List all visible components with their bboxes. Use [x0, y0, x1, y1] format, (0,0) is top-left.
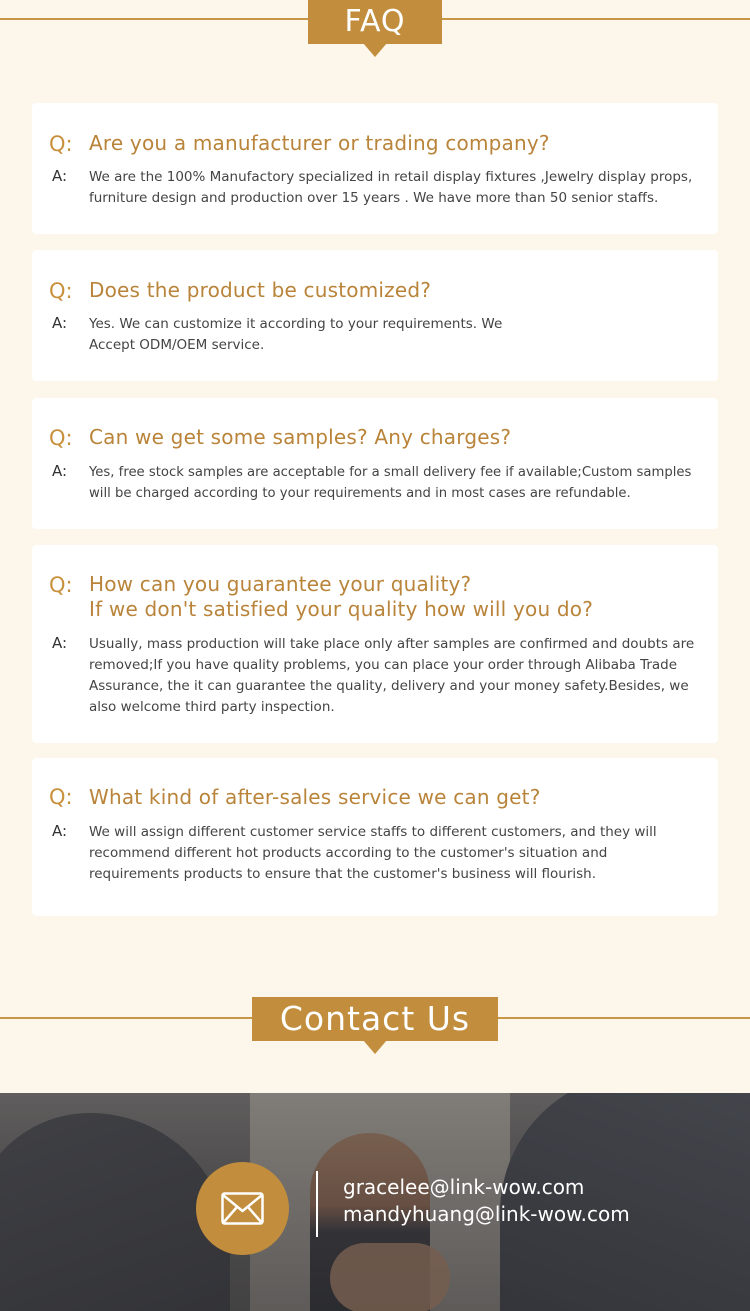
email-link-1[interactable]: gracelee@link-wow.com	[343, 1175, 585, 1199]
faq-question-1: Are you a manufacturer or trading company?	[89, 131, 550, 155]
a-label: A:	[52, 314, 68, 332]
email-link-2[interactable]: mandyhuang@link-wow.com	[343, 1202, 630, 1226]
faq-card-2	[32, 250, 718, 381]
q-label: Q:	[49, 785, 73, 809]
faq-question-4	[89, 572, 708, 622]
contact-header	[0, 997, 750, 1057]
q-label: Q:	[49, 573, 73, 597]
faq-question-4-line2: If we don't satisfied your quality how will you do?	[89, 597, 594, 621]
faq-header	[0, 0, 750, 60]
envelope-icon-circle	[196, 1162, 289, 1255]
faq-answer-2: Yes. We can customize it according to your requirements. We Accept ODM/OEM service.	[89, 316, 503, 353]
envelope-icon	[221, 1192, 264, 1225]
faq-card-1	[32, 103, 718, 234]
faq-question-2: Does the product be customized?	[89, 278, 432, 302]
q-label: Q:	[49, 279, 73, 303]
faq-answer-3: Yes, free stock samples are acceptable for a small delivery fee if available;Custom samples will be charged according to your requirements and in most cases are refundable.	[89, 465, 692, 501]
contact-title: Contact Us	[252, 997, 498, 1041]
faq-card-3	[32, 398, 718, 529]
faq-question-3: Can we get some samples? Any charges?	[89, 425, 512, 449]
faq-question-5: What kind of after-sales service we can get?	[89, 785, 541, 809]
q-label: Q:	[49, 132, 73, 156]
faq-answer-4: Usually, mass production will take place only after samples are confirmed and doubts are removed;If you have quality problems, you can place your order through Alibaba Trade Assurance, the it can guarantee the quality, delivery and your money safety.Besides, we also welcome third party inspection.	[89, 636, 695, 715]
a-label: A:	[52, 167, 68, 185]
faq-title: FAQ	[308, 0, 442, 44]
faq-answer-5: We will assign different customer service staffs to different customers, and they will recommend different hot products according to the customer's situation and requirements products to ensure that the customer's business will flourish.	[89, 824, 657, 882]
a-label: A:	[52, 462, 68, 480]
contact-divider	[316, 1171, 318, 1237]
q-label: Q:	[49, 426, 73, 450]
faq-answer-1: We are the 100% Manufactory specialized in retail display fixtures ,Jewelry display props, furniture design and production over 15 years . We have more than 50 senior staffs.	[89, 169, 693, 206]
a-label: A:	[52, 822, 68, 840]
faq-question-4-line1: How can you guarantee your quality?	[89, 572, 472, 596]
a-label: A:	[52, 634, 68, 652]
faq-card-5	[32, 758, 718, 916]
faq-card-4	[32, 545, 718, 743]
